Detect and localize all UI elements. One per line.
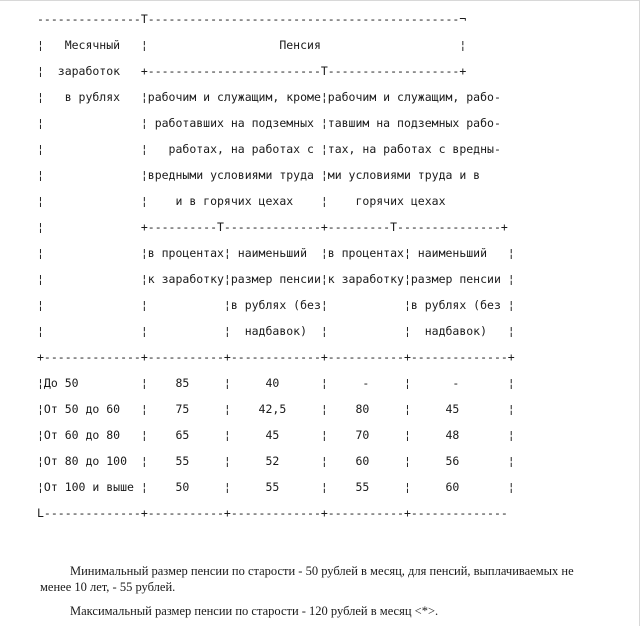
table-line: ¦До 50 ¦ 85 ¦ 40 ¦ - ¦ - ¦ bbox=[37, 376, 515, 390]
table-line: ¦ ¦ ¦в рублях (без¦ ¦в рублях (без ¦ bbox=[37, 298, 515, 312]
table-line: ¦От 50 до 60 ¦ 75 ¦ 42,5 ¦ 80 ¦ 45 ¦ bbox=[37, 402, 515, 416]
page-top-border bbox=[0, 0, 640, 1]
table-line: L--------------+-----------+-------------+-----------+-------------- bbox=[37, 506, 508, 520]
table-line: ---------------T---------------------------------------------¬ bbox=[37, 12, 467, 26]
table-line: ¦ в рублях ¦рабочим и служащим, кроме¦рабочим и служащим, рабо- bbox=[37, 90, 501, 104]
table-line: ¦ заработок +-------------------------T-------------------+ bbox=[37, 64, 467, 78]
table-line: ¦От 80 до 100 ¦ 55 ¦ 52 ¦ 60 ¦ 56 ¦ bbox=[37, 454, 515, 468]
table-line: ¦ ¦ работах, на работах с ¦тах, на работах с вредны- bbox=[37, 142, 501, 156]
table-line: ¦ ¦ ¦ надбавок) ¦ ¦ надбавок) ¦ bbox=[37, 324, 515, 338]
table-line: ¦ ¦к заработку¦размер пенсии¦к заработку¦размер пенсии ¦ bbox=[37, 272, 515, 286]
table-line: +--------------+-----------+-------------+-----------+--------------+ bbox=[37, 350, 515, 364]
table-line: ¦ Месячный ¦ Пенсия ¦ bbox=[37, 38, 467, 52]
table-line: ¦От 60 до 80 ¦ 65 ¦ 45 ¦ 70 ¦ 48 ¦ bbox=[37, 428, 515, 442]
max-pension-note: Максимальный размер пенсии по старости - 120 рублей в месяц <*>. bbox=[70, 604, 439, 618]
table-line: ¦ +----------T--------------+---------T---------------+ bbox=[37, 220, 508, 234]
min-pension-note: Минимальный размер пенсии по старости - 50 рублей в месяц, для пенсий, выплачиваемых не менее 10 лет, - 55 рублей. bbox=[40, 564, 574, 594]
table-line: ¦ ¦ и в горячих цехах ¦ горячих цехах bbox=[37, 194, 446, 208]
notes-section bbox=[40, 563, 600, 627]
table-line: ¦ ¦в процентах¦ наименьший ¦в процентах¦ наименьший ¦ bbox=[37, 246, 515, 260]
table-line: ¦ ¦вредными условиями труда ¦ми условиями труда и в bbox=[37, 168, 481, 182]
pension-ascii-table bbox=[37, 6, 515, 526]
table-line: ¦ ¦ работавших на подземных ¦тавшим на подземных рабо- bbox=[37, 116, 501, 130]
table-line: ¦От 100 и выше ¦ 50 ¦ 55 ¦ 55 ¦ 60 ¦ bbox=[37, 480, 515, 494]
